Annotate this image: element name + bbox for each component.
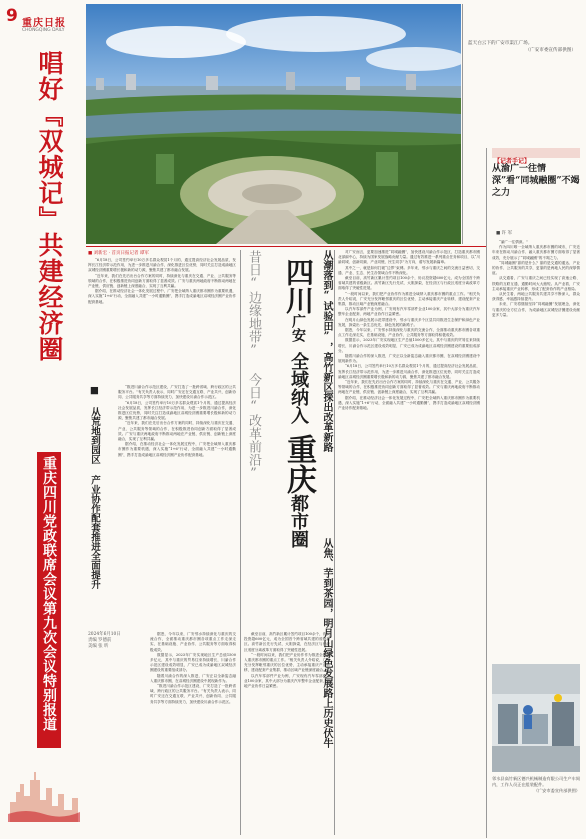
commentary-tag-text: 【记者手记】 [494,158,531,165]
article-paragraph: “推进川渝合作示范区建设，广安打造了一批跨省域、跨行政区的公共服务平台。”有关负责人表示，同时广安还在交通互联、产业共兴、创新协同、公共服务共享等方面持续发力，加快建设川渝合作示范区。 [118,385,236,400]
paper-name: 重庆日报 [22,18,66,29]
commentary-para: 从民生看，两地公共服务共建共享不断深入，群众获得感、幸福感持续提升。 [492,292,580,302]
banner-title-part1: 唱好 [35,50,64,102]
headline-end: 都市圈 [288,494,309,548]
banner-subtitle-bar [37,452,61,748]
article-paragraph: “6月18日，公司签约举行10万多名群众观赏1个月的，通过提高经济社会发展品质，发挥长江经济带示范作用，为进一步推进川渝合作，深化推进区位优势，同时关注打造成渝地区双城经济圈重要增长极和新的动力源，聚焦共建了都市融合发展。 [118,400,236,421]
commentary-divider [486,148,487,838]
article-col-left-bottom [150,632,236,832]
commentary-title: 从渝广一往情深”看“同城融圈”不竭之力 [492,164,580,198]
article-paragraph: 以汽车零部件产业为例，广安现有汽车零部件企业100余家，其中大部分为重庆汽车整车企业配套，两地产业协作日益紧密。 [338,307,480,317]
photo-divider [462,4,463,244]
column-divider [240,250,241,835]
headline-chongqing: 重庆 [281,434,316,494]
page-number: 9 [6,6,18,26]
article-paragraph: 对广安而言，更要加速推进“同城融圈”，加快建设川渝合作示范区，打造重庆都市圈北部副中心，持续为国家发展战略贡献力量。通过有效推进一系列重点任务和项目，以“川渝同城、创新同频、产业同链、民生同享”为方向，谱写发展新篇章。 [338,250,480,265]
top-caption-credit: （广安市委宣传部供图） [525,48,576,53]
article-paragraph: “近年来，我们在先后出台合作方案的同时，持续深化与重庆在交通、产业、公共服务等领域的合作，在积极推进协同创新方面取得了显著成效。广安与重庆两地政府不断推动两地在产业链、供应链、创新链上深度融合，实现了互利共赢。 [338,380,480,395]
commentary-para: 从交通看，广安与重庆之间已经实现了高速公路、铁路的互联互通，通勤时间大大缩短。从产业看，广安主动承接重庆产业转移，形成了配套协作的产业格局。 [492,276,580,291]
top-caption-text: 蓝天白云下的广安市渠江广场。 [468,41,533,46]
section-label-1: ■ 刘新宏 · 首页日报记者 谭军 [88,251,149,256]
headline-kicker-1: 从潮落到“试验田”，高竹新区探出改革新路 [321,250,332,452]
banner-skyline-decoration [8,762,80,822]
article-paragraph: 据介绍，在推动经济社会一体化发展过程中，广安把全域纳入重庆都市圈作为重要机遇，深入实施“1+6”行动，全面融入共建“一小时通勤圈”，携手打造成渝地区双城经济圈产业协作配套基地。 [338,395,480,411]
side-banner [8,50,80,830]
byline-designer: 美编 张 昕 [88,644,109,649]
factory-photo [492,664,580,772]
headline-guangan: 广安 [290,314,306,342]
article-paragraph: 随着川渝合作的深入推进，广安正以全新姿态融入重庆都市圈，在双城经济圈建设中展现新作为。 [338,354,480,364]
headline-block [244,250,332,628]
article-paragraph: “推进川渝合作示范区建设，广安打造了一批跨省域、跨行政区的公共服务平台。”有关负责人表示，同时广安还在交通互联、产业共兴、创新协同、公共服务共享等方面持续发力，加快建设川渝合作示范区。 [150,684,236,704]
article-paragraph: 截至目前，高竹新区累计签约项目100余个，协议投资超600亿元，成为全国首个跨省域共建的省级新区。高竹新区先行先试、大胆探索，在经济区与行政区适度分离改革方面取得了突破性进展。 [244,632,330,652]
article-col-left-mid [118,385,236,625]
column-divider [334,250,335,835]
article-paragraph: 在明月山绿色发展示范带建设中，邻水与重庆多个区县共同推进生态保护和绿色产业发展，探索出一条生态优先、绿色发展的新路子。 [338,317,480,327]
article-paragraph: “近年来，我们在先后出台合作方案的同时，持续深化与重庆在交通、产业、公共服务等领域的合作，在积极推进协同创新方面取得了显著成效。广安与重庆两地政府不断推动两地在产业链、供应链、创新链上深度融合，实现了互利共赢。 [118,421,236,442]
article-paragraph: “一段时间以来，我们把产业协作作为推进全域纳入重庆都市圈的重点工作。”相关负责人介绍说，广安充分发挥毗邻重庆的区位优势，主动承接重庆产业转移，建设配套产业集群，推动区域产业链深度融合。 [244,652,330,673]
headline-main [278,258,318,548]
article-paragraph: “一段时间以来，我们把产业协作作为推进全域纳入重庆都市圈的重点工作。”相关负责人介绍说，广安充分发挥毗邻重庆的区位优势，主动承接重庆产业转移，建设配套产业集群，推动区域产业链深度融合。 [338,291,480,307]
commentary-para: “同城融圈”靠的是什么？靠的是交通的通达、产业的协作、公共服务的共享，更靠的是两地人民的深厚情谊。 [492,260,580,276]
commentary-tag [492,148,580,165]
headline-sichuan: 四川 [282,258,315,314]
headline-mid: 全域纳入 [288,352,309,424]
banner-title [34,50,64,362]
article-paragraph: “近年来，我们在先后出台合作方案的同时，持续深化与重庆在交通、产业、公共服务等领域的合作，在积极推进协同创新方面取得了显著成效。广安与重庆两地政府不断推动两地在产业链、供应链、创新链上深度融合，实现了互利共赢。 [88,273,236,289]
commentary-para: “渝广一往情深。” [499,240,528,244]
article-paragraph: 据介绍，在推动经济社会一体化发展过程中，广安把全域纳入重庆都市圈作为重要机遇，深入实施“1+6”行动，全面融入共建“一小时通勤圈”，携手打造成渝地区双城经济圈产业协作配套基地。 [88,289,236,304]
commentary-author: ■ 许 军 [496,231,513,236]
article-col-right [338,250,480,835]
article-paragraph: “6月18日，公司签约举行10万多名群众观赏1个月的，通过提高经济社会发展品质，发挥长江经济带示范作用，为进一步推进川渝合作，深化推进区位优势，同时关注打造成渝地区双城经济圈重要增长极和新的动力源，聚焦共建了都市融合发展。 [88,258,236,273]
article-paragraph: 其中之一，就是如何打破“边界”束缚。多年来，邻水与重庆之间的交流日益密切，交通、产业、生态、民生各领域合作不断深化。 [338,265,480,275]
banner-title-quote: 『双城记』 [35,102,64,232]
byline-date: 2024年6月10日 [88,632,121,637]
section-label-2: ■ 从荒地到园区 产业协作配套推进全面提升 [89,385,100,589]
bottom-caption [492,776,580,794]
article-paragraph: 随着川渝合作的深入推进，广安正以全新姿态融入重庆都市圈，在双城经济圈建设中展现新作为。 [150,673,236,683]
commentary-body [492,240,580,652]
article-paragraph: 据悉，今年以来，广安邻水持续深化与重庆的交流合作，全面推动重庆都市圈各项重点工作走深走实，在基础设施、产业协作、公共服务等方面取得积极成效。 [338,328,480,338]
commentary-column [492,148,580,658]
headline-kicker-2: 从焦、芋到茶园，明月山绿色发展路上历史伏牛 [321,538,332,748]
article-col-left-top [88,258,236,378]
byline-editor: 责编 罗德前 [88,638,112,643]
article-paragraph: 据介绍，在推动经济社会一体化发展过程中，广安把全域纳入重庆都市圈作为重要机遇，深入实施“1+6”行动，全面融入共建“一小时通勤圈”，携手打造成渝地区双城经济圈产业协作配套基地。 [118,442,236,457]
commentary-para: 作为四川唯一全域纳入重庆都市圈的城市，广安近年来在推动川渝合作、融入重庆都市圈方面取得了显著成效，充分展示了“同城融圈”的不竭之力。 [492,245,580,260]
commentary-para: 未来，广安将继续坚持“同城融圈”发展理念，深化与重庆的全方位合作，为成渝地区双城经济圈建设贡献更多力量。 [492,302,580,317]
article-paragraph: 据悉，今年以来，广安邻水持续深化与重庆的交流合作，全面推动重庆都市圈各项重点工作走深走实，在基础设施、产业协作、公共服务等方面取得积极成效。 [150,632,236,652]
paper-name-en: CHONGQING DAILY [22,28,65,33]
article-paragraph: 以汽车零部件产业为例，广安现有汽车零部件企业100余家，其中大部分为重庆汽车整车企业配套，两地产业协作日益紧密。 [244,673,330,689]
article-paragraph: 截至目前，高竹新区累计签约项目100余个，协议投资超600亿元，成为全国首个跨省域共建的省级新区。高竹新区先行先试、大胆探索，在经济区与行政区适度分离改革方面取得了突破性进展。 [338,276,480,291]
banner-title-part2: 共建经济圈 [35,232,64,362]
divider-rule [86,246,486,247]
bottom-caption-credit: （广安市委宣传部供图） [533,788,580,793]
headline-deck: 昔日“边缘地带” 今日“改革前沿” [246,250,261,481]
banner-subtitle: 重庆四川党政联席会议第九次会议特别报道 [41,456,57,732]
article-paragraph: 数据显示，2023年广安实现地区生产总值1500多亿元，其中与重庆的贸易往来持续增长，川渝合作示范区建设成效明显，广安已成为成渝地区双城经济圈建设的重要组成部分。 [150,652,236,673]
top-photo [86,4,461,244]
byline [88,632,148,650]
article-paragraph: 数据显示，2023年广安实现地区生产总值1500多亿元，其中与重庆的贸易往来持续增长，川渝合作示范区建设成效明显，广安已成为成渝地区双城经济圈建设的重要组成部分。 [338,338,480,353]
bottom-caption-text: 邻水县高竹新区德兴机械制造有限公司生产车间内，工作人员正在组装配件。 [492,776,580,787]
top-caption [468,40,576,54]
article-col-center [244,632,330,832]
article-paragraph: “6月18日，公司签约举行10万多名群众观赏1个月的，通过提高经济社会发展品质，发挥长江经济带示范作用，为进一步推进川渝合作，深化推进区位优势，同时关注打造成渝地区双城经济圈重要增长极和新的动力源，聚焦共建了都市融合发展。 [338,364,480,379]
